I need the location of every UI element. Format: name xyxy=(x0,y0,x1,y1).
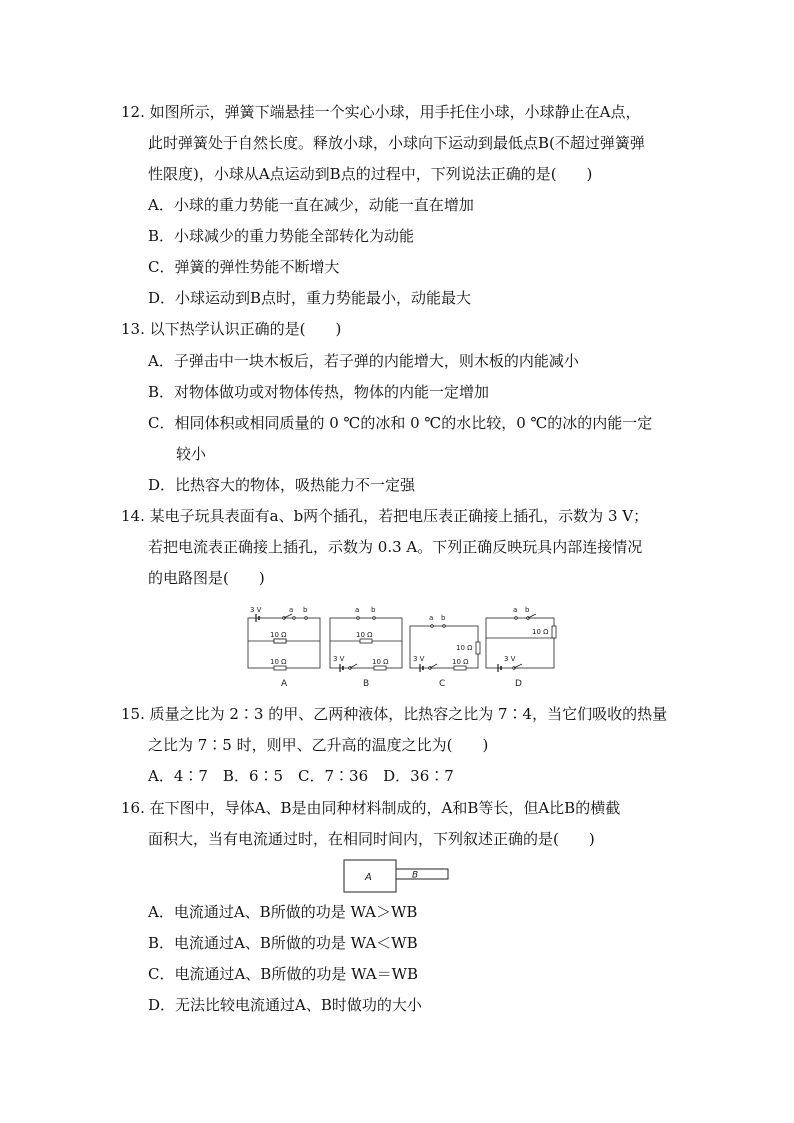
q13-option-b: B．对物体做功或对物体传热，物体的内能一定增加 xyxy=(148,383,490,401)
q15-line-1: 15. 质量之比为 2∶3 的甲、乙两种液体，比热容之比为 7∶4，当它们吸收的热量 xyxy=(121,705,668,723)
q15-line-2: 之比为 7∶5 时，则甲、乙升高的温度之比为( ) xyxy=(148,736,489,754)
circuit-b-source-label: 3 V xyxy=(333,655,345,663)
circuit-b-caption: B xyxy=(363,679,370,689)
q12-option-b: B．小球减少的重力势能全部转化为动能 xyxy=(148,227,415,245)
circuit-c-terminal-a: a xyxy=(429,614,434,622)
q13-option-a: A．子弹击中一块木板后，若子弹的内能增大，则木板的内能减小 xyxy=(148,352,579,370)
q15-options: A．4∶7 B．6∶5 C．7∶36 D．36∶7 xyxy=(148,767,454,785)
q14-line-1: 14. 某电子玩具表面有a、b两个插孔，若把电压表正确接上插孔，示数为 3 V； xyxy=(121,507,649,525)
circuit-b-terminal-a: a xyxy=(355,606,360,614)
q12-option-d: D．小球运动到B点时，重力势能最小，动能最大 xyxy=(148,289,472,307)
q13-option-c-cont: 较小 xyxy=(176,445,207,463)
q12-line-1: 12. 如图所示，弹簧下端悬挂一个实心小球，用手托住小球，小球静止在A点， xyxy=(121,103,641,121)
circuit-c-source-label: 3 V xyxy=(413,655,425,663)
q16-option-a: A．电流通过A、B所做的功是 WA＞WB xyxy=(148,903,418,921)
circuit-diagrams xyxy=(244,604,564,690)
circuit-c xyxy=(410,614,480,689)
q16-option-d: D．无法比较电流通过A、B时做功的大小 xyxy=(148,996,422,1014)
q13-option-c: C．相同体积或相同质量的 0 ℃的冰和 0 ℃的水比较，0 ℃的冰的内能一定 xyxy=(148,414,653,432)
conductor-b-label: B xyxy=(412,870,419,881)
q16-option-b: B．电流通过A、B所做的功是 WA＜WB xyxy=(148,934,418,952)
circuit-b-resistor-1-label: 10 Ω xyxy=(356,631,373,639)
circuit-b-resistor-2-label: 10 Ω xyxy=(372,658,389,666)
q16-option-c: C．电流通过A、B所做的功是 WA＝WB xyxy=(148,965,419,983)
circuit-c-resistor-1-label: 10 Ω xyxy=(456,644,473,652)
circuit-b xyxy=(330,606,402,689)
circuit-c-caption: C xyxy=(439,679,446,689)
circuit-d xyxy=(486,606,556,689)
circuit-a-resistor-2-label: 10 Ω xyxy=(270,658,287,666)
circuit-b-terminal-b: b xyxy=(371,606,376,614)
circuit-d-terminal-a: a xyxy=(513,606,518,614)
circuit-d-source-label: 3 V xyxy=(504,655,516,663)
circuit-d-caption: D xyxy=(515,679,522,689)
circuit-d-resistor-label: 10 Ω xyxy=(532,628,549,636)
conductor-b xyxy=(396,869,448,879)
circuit-a xyxy=(248,606,320,689)
circuit-c-terminal-b: b xyxy=(441,614,446,622)
q13-line-1: 13. 以下热学认识正确的是( ) xyxy=(121,320,342,338)
q13-option-d: D．比热容大的物体，吸热能力不一定强 xyxy=(148,476,416,494)
circuit-a-caption: A xyxy=(281,679,288,689)
q12-option-c: C．弹簧的弹性势能不断增大 xyxy=(148,258,340,276)
q12-line-3: 性限度)，小球从A点运动到B点的过程中，下列说法正确的是( ) xyxy=(148,165,593,183)
q16-line-1: 16. 在下图中，导体A、B是由同种材料制成的，A和B等长，但A比B的横截 xyxy=(121,799,621,817)
q14-line-3: 的电路图是( ) xyxy=(148,569,265,587)
q16-line-2: 面积大，当有电流通过时，在相同时间内，下列叙述正确的是( ) xyxy=(148,830,595,848)
conductor-figure xyxy=(343,858,451,894)
q12-line-2: 此时弹簧处于自然长度。释放小球，小球向下运动到最低点B(不超过弹簧弹 xyxy=(148,134,645,152)
circuit-c-resistor-2-label: 10 Ω xyxy=(452,658,469,666)
circuit-a-source-label: 3 V xyxy=(250,606,262,614)
circuit-a-terminal-a: a xyxy=(289,606,294,614)
circuit-a-terminal-b: b xyxy=(303,606,308,614)
conductor-a-label: A xyxy=(365,872,372,883)
circuit-a-resistor-1-label: 10 Ω xyxy=(270,631,287,639)
circuit-d-terminal-b: b xyxy=(525,606,530,614)
q14-line-2: 若把电流表正确接上插孔，示数为 0.3 A。下列正确反映玩具内部连接情况 xyxy=(148,538,643,556)
q12-option-a: A．小球的重力势能一直在减少，动能一直在增加 xyxy=(148,196,474,214)
